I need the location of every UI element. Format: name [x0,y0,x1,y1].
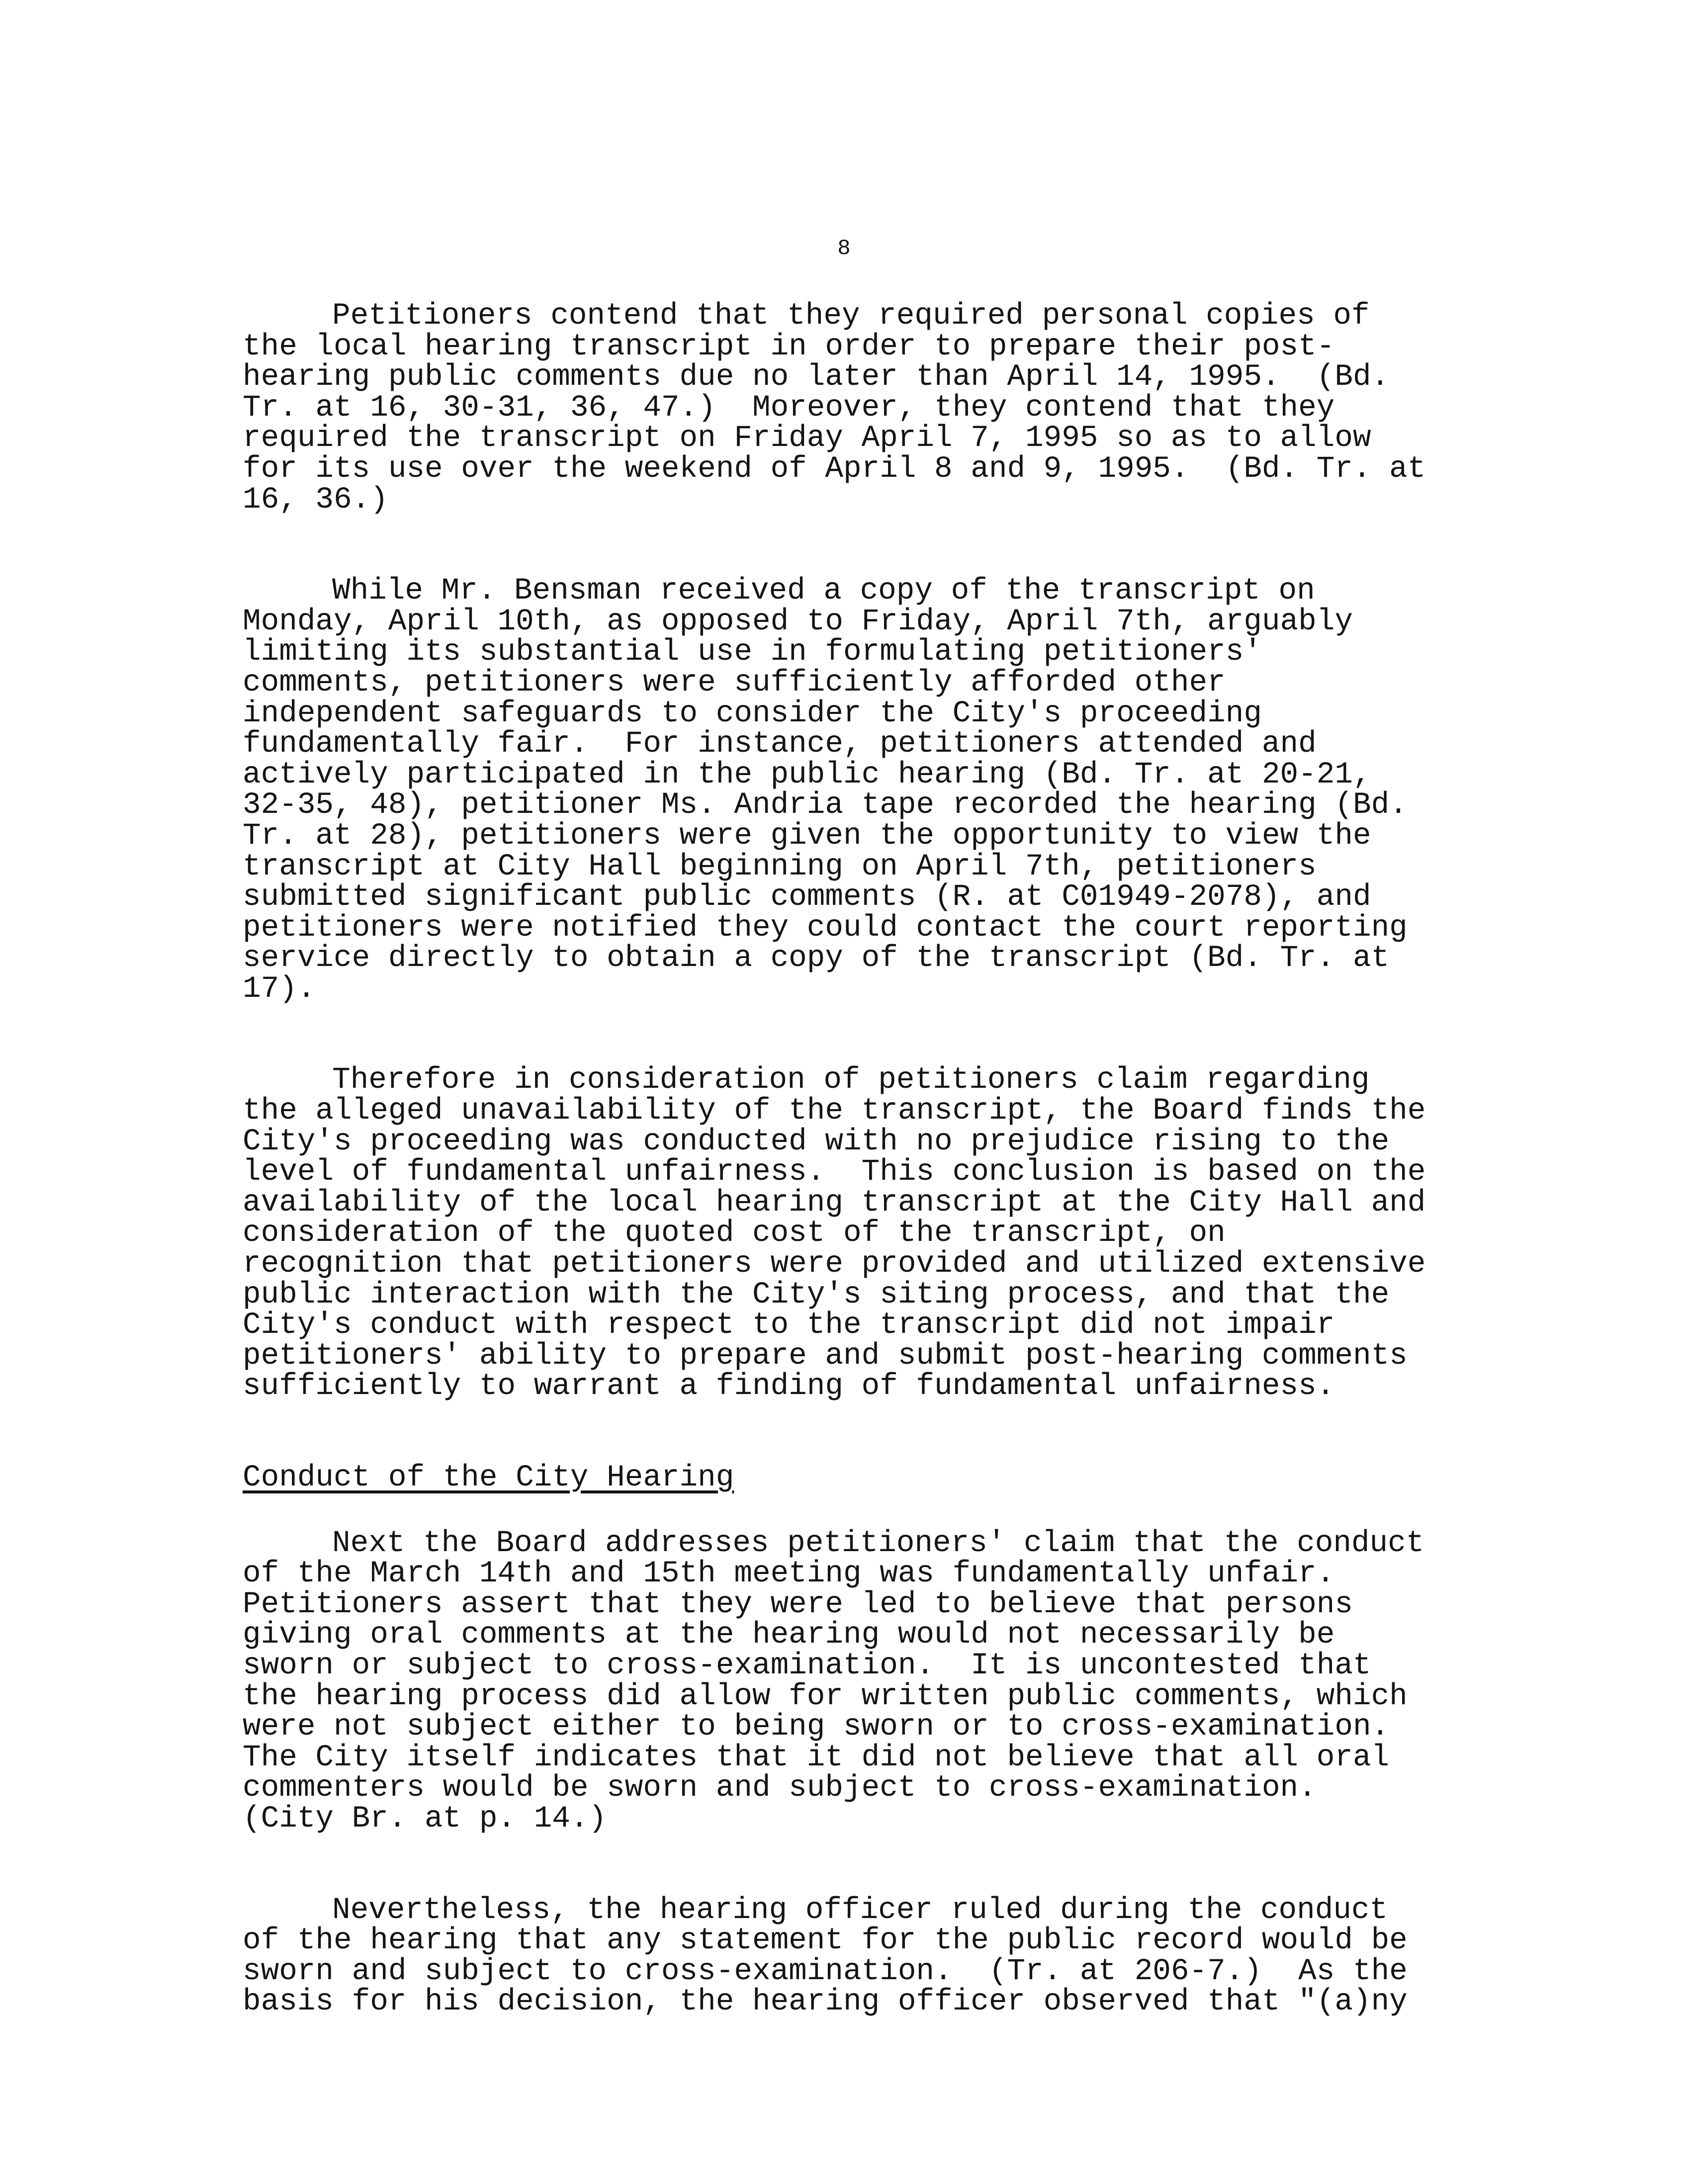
paragraph [243,1065,1476,1402]
paragraphs-before-heading [243,301,1476,1402]
text-line: availability of the local hearing transcript at the City Hall and [243,1185,1426,1220]
text-line: for its use over the weekend of April 8 and 9, 1995. (Bd. Tr. at [243,451,1426,486]
body-text [243,301,1476,2078]
text-line: the alleged unavailability of the transcript, the Board finds the [243,1094,1426,1129]
text-line: transcript at City Hall beginning on April 7th, petitioners [243,849,1317,884]
text-line: sufficiently to warrant a finding of fundamental unfairness. [243,1369,1335,1404]
text-line: Therefore in consideration of petitioners claim regarding [332,1063,1370,1098]
text-line: consideration of the quoted cost of the transcript, on [243,1216,1226,1251]
text-line: the local hearing transcript in order to prepare their post- [243,329,1335,364]
text-line: Petitioners assert that they were led to believe that persons [243,1587,1353,1622]
text-line: commenters would be sworn and subject to cross-examination. [243,1771,1317,1806]
text-line: public interaction with the City's siting process, and that the [243,1277,1390,1312]
text-line: Tr. at 28), petitioners were given the opportunity to view the [243,818,1371,853]
text-line: petitioners were notified they could contact the court reporting [243,910,1408,945]
text-line: required the transcript on Friday April 7, 1995 so as to allow [243,421,1371,456]
text-line: petitioners' ability to prepare and submit post-hearing comments [243,1338,1408,1373]
text-line: 32-35, 48), petitioner Ms. Andria tape recorded the hearing (Bd. [243,788,1408,823]
text-line: Next the Board addresses petitioners' claim that the conduct [332,1526,1424,1561]
text-line: actively participated in the public hearing (Bd. Tr. at 20-21, [243,757,1371,792]
text-line: Tr. at 16, 30-31, 36, 47.) Moreover, they contend that they [243,390,1335,425]
text-line: limiting its substantial use in formulating petitioners' [243,635,1262,670]
paragraphs-after-heading [243,1528,1476,2017]
text-line: Petitioners contend that they required personal copies of [332,299,1370,333]
text-line: level of fundamental unfairness. This conclusion is based on the [243,1155,1426,1190]
text-line: of the hearing that any statement for the public record would be [243,1923,1408,1958]
text-line: of the March 14th and 15th meeting was fundamentally unfair. [243,1557,1335,1591]
text-line: comments, petitioners were sufficiently afforded other [243,665,1226,700]
text-line: The City itself indicates that it did not believe that all oral [243,1740,1390,1775]
text-line: independent safeguards to consider the City's proceeding [243,696,1262,731]
page-number: 8 [837,236,851,261]
text-line: service directly to obtain a copy of the transcript (Bd. Tr. at [243,941,1390,976]
text-line: the hearing process did allow for written public comments, which [243,1679,1408,1714]
text-line: fundamentally fair. For instance, petitioners attended and [243,727,1317,762]
text-line: sworn and subject to cross-examination. (Tr. at 206-7.) As the [243,1954,1408,1989]
paragraph [243,301,1476,515]
text-line: City's proceeding was conducted with no prejudice rising to the [243,1124,1390,1159]
text-line: sworn or subject to cross-examination. It is uncontested that [243,1648,1371,1683]
text-line: recognition that petitioners were provided and utilized extensive [243,1247,1426,1282]
text-line: were not subject either to being sworn or to cross-examination. [243,1710,1390,1745]
text-line: basis for his decision, the hearing officer observed that "(a)ny [243,1985,1408,2019]
text-line: Nevertheless, the hearing officer ruled during the conduct [332,1893,1388,1927]
paragraph [243,576,1476,1004]
paragraph [243,1895,1476,2017]
text-line: hearing public comments due no later than April 14, 1995. (Bd. [243,360,1390,395]
section-heading: Conduct of the City Hearing [243,1461,734,1495]
text-line: submitted significant public comments (R. at C01949-2078), and [243,880,1371,915]
text-line: While Mr. Bensman received a copy of the transcript on [332,574,1315,609]
text-line: giving oral comments at the hearing would not necessarily be [243,1618,1335,1653]
text-line: City's conduct with respect to the transcript did not impair [243,1308,1335,1343]
text-line: 17). [243,971,316,1006]
paragraph [243,1528,1476,1835]
text-line: Monday, April 10th, as opposed to Friday, April 7th, arguably [243,604,1353,639]
text-line: (City Br. at p. 14.) [243,1801,607,1836]
text-line: 16, 36.) [243,482,388,517]
